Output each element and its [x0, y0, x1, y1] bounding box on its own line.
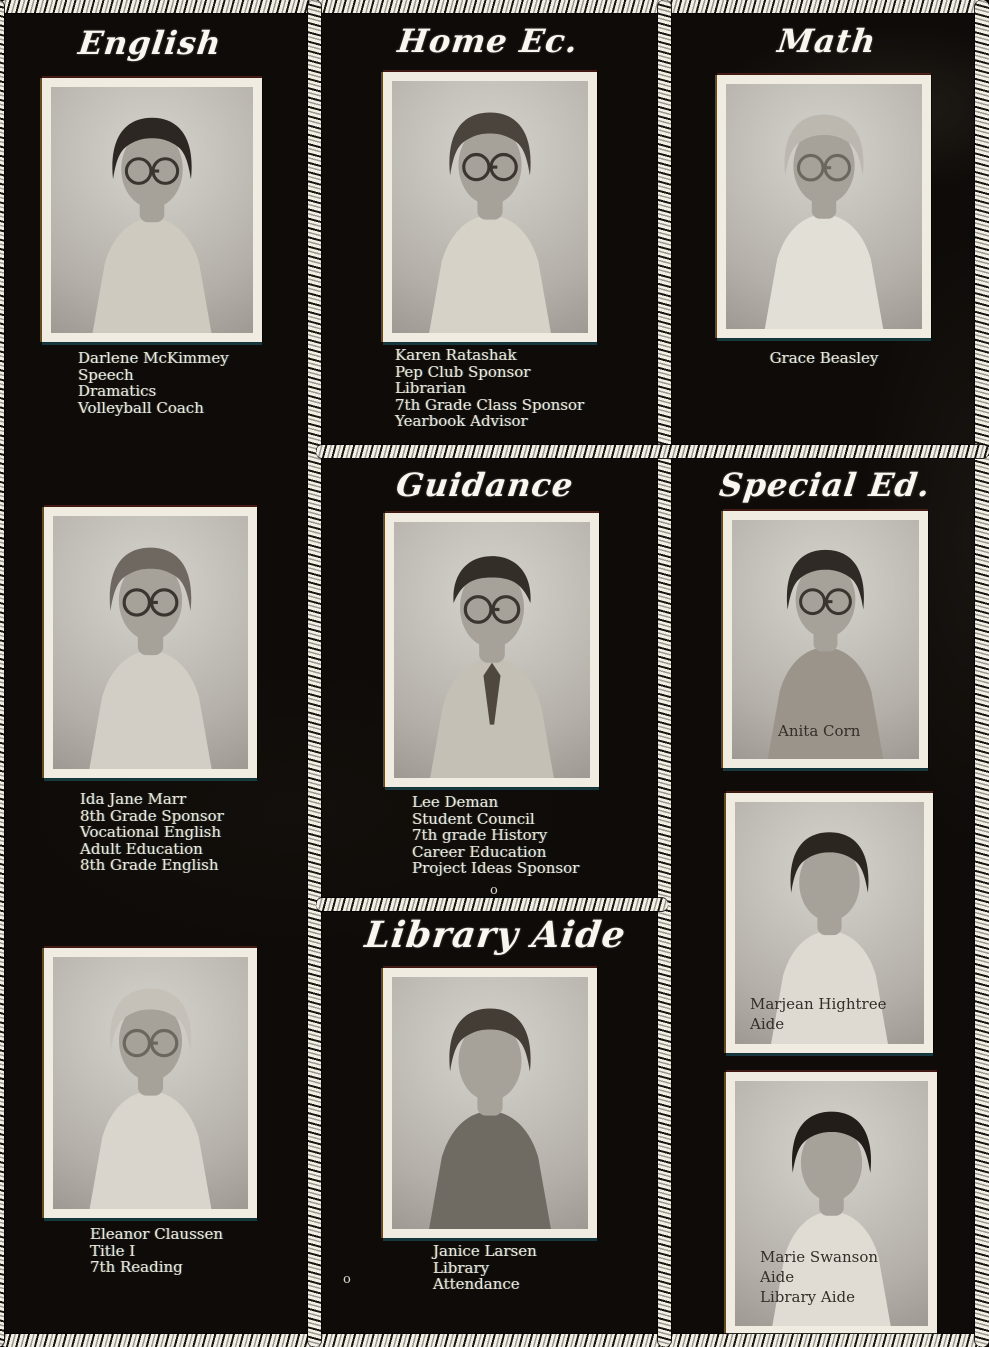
- staff-name: Karen Ratashak: [395, 346, 517, 364]
- staff-role: Aide: [750, 1015, 785, 1033]
- staff-role: Student Council: [412, 809, 535, 828]
- staff-caption-karen-ratashak: [395, 347, 584, 430]
- staff-caption-anita-corn: [778, 721, 860, 741]
- staff-role: Yearbook Advisor: [395, 412, 528, 430]
- portrait-image: [394, 522, 590, 778]
- staff-role: 8th Grade English: [80, 856, 219, 874]
- staff-role: Volleyball Coach: [78, 398, 204, 417]
- portrait-image: [392, 977, 588, 1229]
- staff-name: Marjean Hightree: [750, 995, 887, 1013]
- staff-caption-eleanor-claussen: [90, 1226, 223, 1276]
- portrait-photo-eleanor-claussen: [44, 948, 257, 1218]
- rope-border-right: [975, 0, 989, 1347]
- section-header-guidance: Guidance: [394, 466, 576, 504]
- portrait-image: [51, 87, 253, 333]
- section-header-math: Math: [775, 22, 879, 60]
- rope-border-left: [0, 0, 4, 1347]
- staff-role: Aide: [760, 1268, 795, 1286]
- portrait-image: [392, 81, 588, 333]
- rope-divider-middle: [316, 898, 668, 911]
- staff-role: 7th Grade Class Sponsor: [395, 395, 585, 414]
- portrait-image: [726, 84, 922, 329]
- staff-role: Speech: [78, 365, 134, 384]
- staff-role: Career Education: [412, 842, 547, 861]
- rope-border-top: [0, 0, 989, 13]
- portrait-image: [53, 957, 248, 1209]
- staff-name: Anita Corn: [778, 722, 861, 740]
- staff-role: 8th Grade Sponsor: [80, 806, 224, 825]
- staff-caption-lee-deman: [412, 794, 579, 877]
- staff-caption-darlene-mckimmey: [78, 350, 229, 416]
- section-header-library-aide: Library Aide: [362, 914, 629, 956]
- section-header-home-ec: Home Ec.: [395, 22, 581, 60]
- staff-name: Grace Beasley: [769, 349, 879, 367]
- rope-divider-vertical-2: [658, 0, 671, 1347]
- portrait-photo-grace-beasley: [717, 75, 931, 338]
- portrait-photo-lee-deman: [385, 513, 599, 787]
- staff-role: Library Aide: [760, 1288, 855, 1306]
- portrait-image: [53, 516, 248, 769]
- staff-caption-marjean-hightree: [750, 994, 886, 1034]
- staff-name: Lee Deman: [412, 793, 499, 811]
- staff-name: Ida Jane Marr: [80, 790, 187, 808]
- staff-name: Marie Swanson: [760, 1248, 879, 1266]
- staff-role: Library: [433, 1258, 490, 1277]
- staff-caption-grace-beasley: [717, 350, 931, 367]
- portrait-photo-janice-larsen: [383, 968, 597, 1238]
- portrait-image: [735, 1081, 928, 1326]
- staff-role: Attendance: [433, 1275, 520, 1293]
- staff-role: Project Ideas Sponsor: [412, 859, 580, 877]
- section-header-special-ed: Special Ed.: [717, 466, 933, 504]
- staff-role: Dramatics: [78, 382, 157, 400]
- portrait-photo-marjean-hightree: [726, 793, 933, 1053]
- scan-mark: o: [490, 883, 498, 898]
- staff-name: Eleanor Claussen: [90, 1225, 224, 1243]
- rope-divider-vertical-1: [308, 0, 321, 1347]
- staff-caption-janice-larsen: [433, 1243, 537, 1293]
- staff-role: Vocational English: [80, 823, 222, 841]
- staff-role: Adult Education: [80, 839, 203, 858]
- section-header-english: English: [76, 24, 224, 62]
- portrait-photo-marie-swanson: [726, 1072, 937, 1335]
- staff-name: Janice Larsen: [433, 1242, 537, 1260]
- staff-caption-ida-jane-marr: [80, 791, 224, 874]
- scan-mark: o: [343, 1272, 351, 1287]
- portrait-photo-anita-corn: [723, 511, 928, 768]
- staff-role: 7th grade History: [412, 826, 548, 844]
- staff-name: Darlene McKimmey: [78, 349, 229, 367]
- portrait-photo-karen-ratashak: [383, 72, 597, 342]
- staff-role: Title I: [90, 1241, 136, 1260]
- rope-border-bottom: [0, 1334, 989, 1347]
- staff-role: Librarian: [395, 379, 467, 397]
- portrait-image: [735, 802, 924, 1044]
- staff-role: Pep Club Sponsor: [395, 362, 531, 381]
- staff-caption-marie-swanson: [760, 1247, 878, 1307]
- portrait-image: [732, 520, 919, 759]
- portrait-photo-ida-jane-marr: [44, 507, 257, 778]
- portrait-photo-darlene-mckimmey: [42, 78, 262, 342]
- staff-role: 7th Reading: [90, 1258, 183, 1276]
- rope-divider-middle-right: [316, 445, 989, 458]
